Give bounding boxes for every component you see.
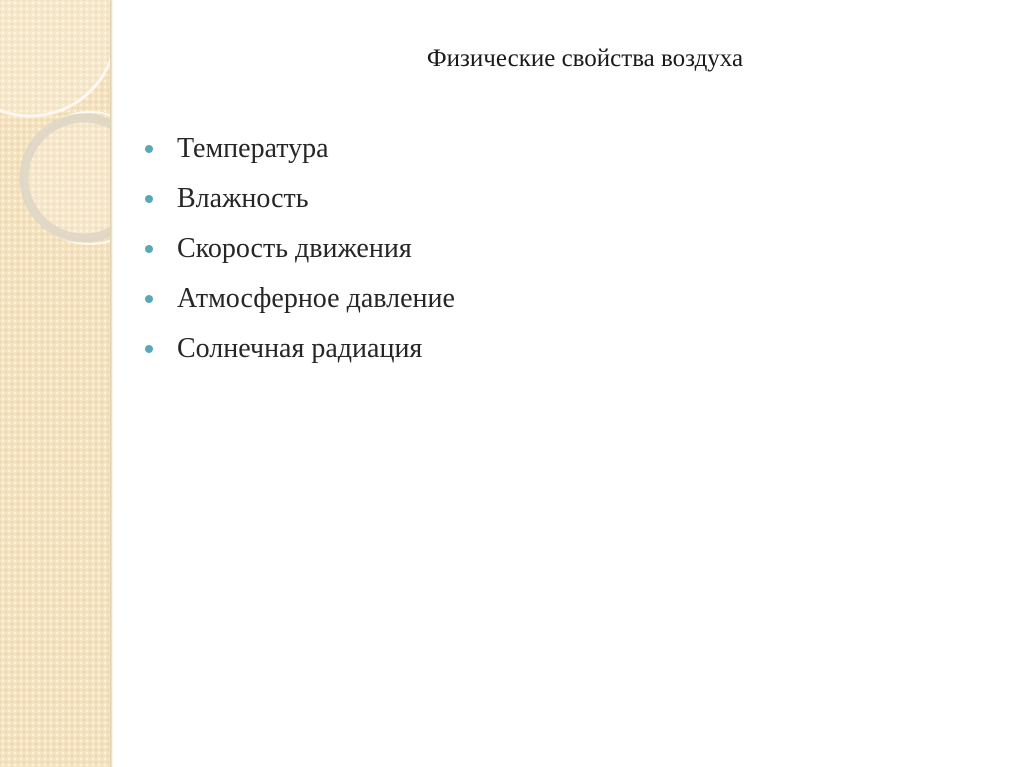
bullet-text: Атмосферное давление: [177, 283, 455, 314]
decorative-circles-ornament: [0, 0, 110, 767]
bullet-dot-icon: [145, 195, 153, 203]
bullet-dot-icon: [145, 245, 153, 253]
bullet-dot-icon: [145, 145, 153, 153]
bullet-text: Температура: [177, 133, 329, 164]
bullet-dot-icon: [145, 345, 153, 353]
side-panel-border: [110, 0, 113, 767]
bullet-list: [145, 124, 455, 374]
bullet-item: [145, 324, 455, 374]
bullet-item: [145, 224, 455, 274]
bullet-text: Солнечная радиация: [177, 333, 423, 364]
decorative-side-panel: [0, 0, 110, 767]
bullet-text: Скорость движения: [177, 233, 412, 264]
bullet-dot-icon: [145, 295, 153, 303]
slide-title: Физические свойства воздуха: [426, 45, 744, 72]
bullet-item: [145, 274, 455, 324]
bullet-item: [145, 174, 455, 224]
bullet-text: Влажность: [177, 183, 309, 214]
bullet-item: [145, 124, 455, 174]
